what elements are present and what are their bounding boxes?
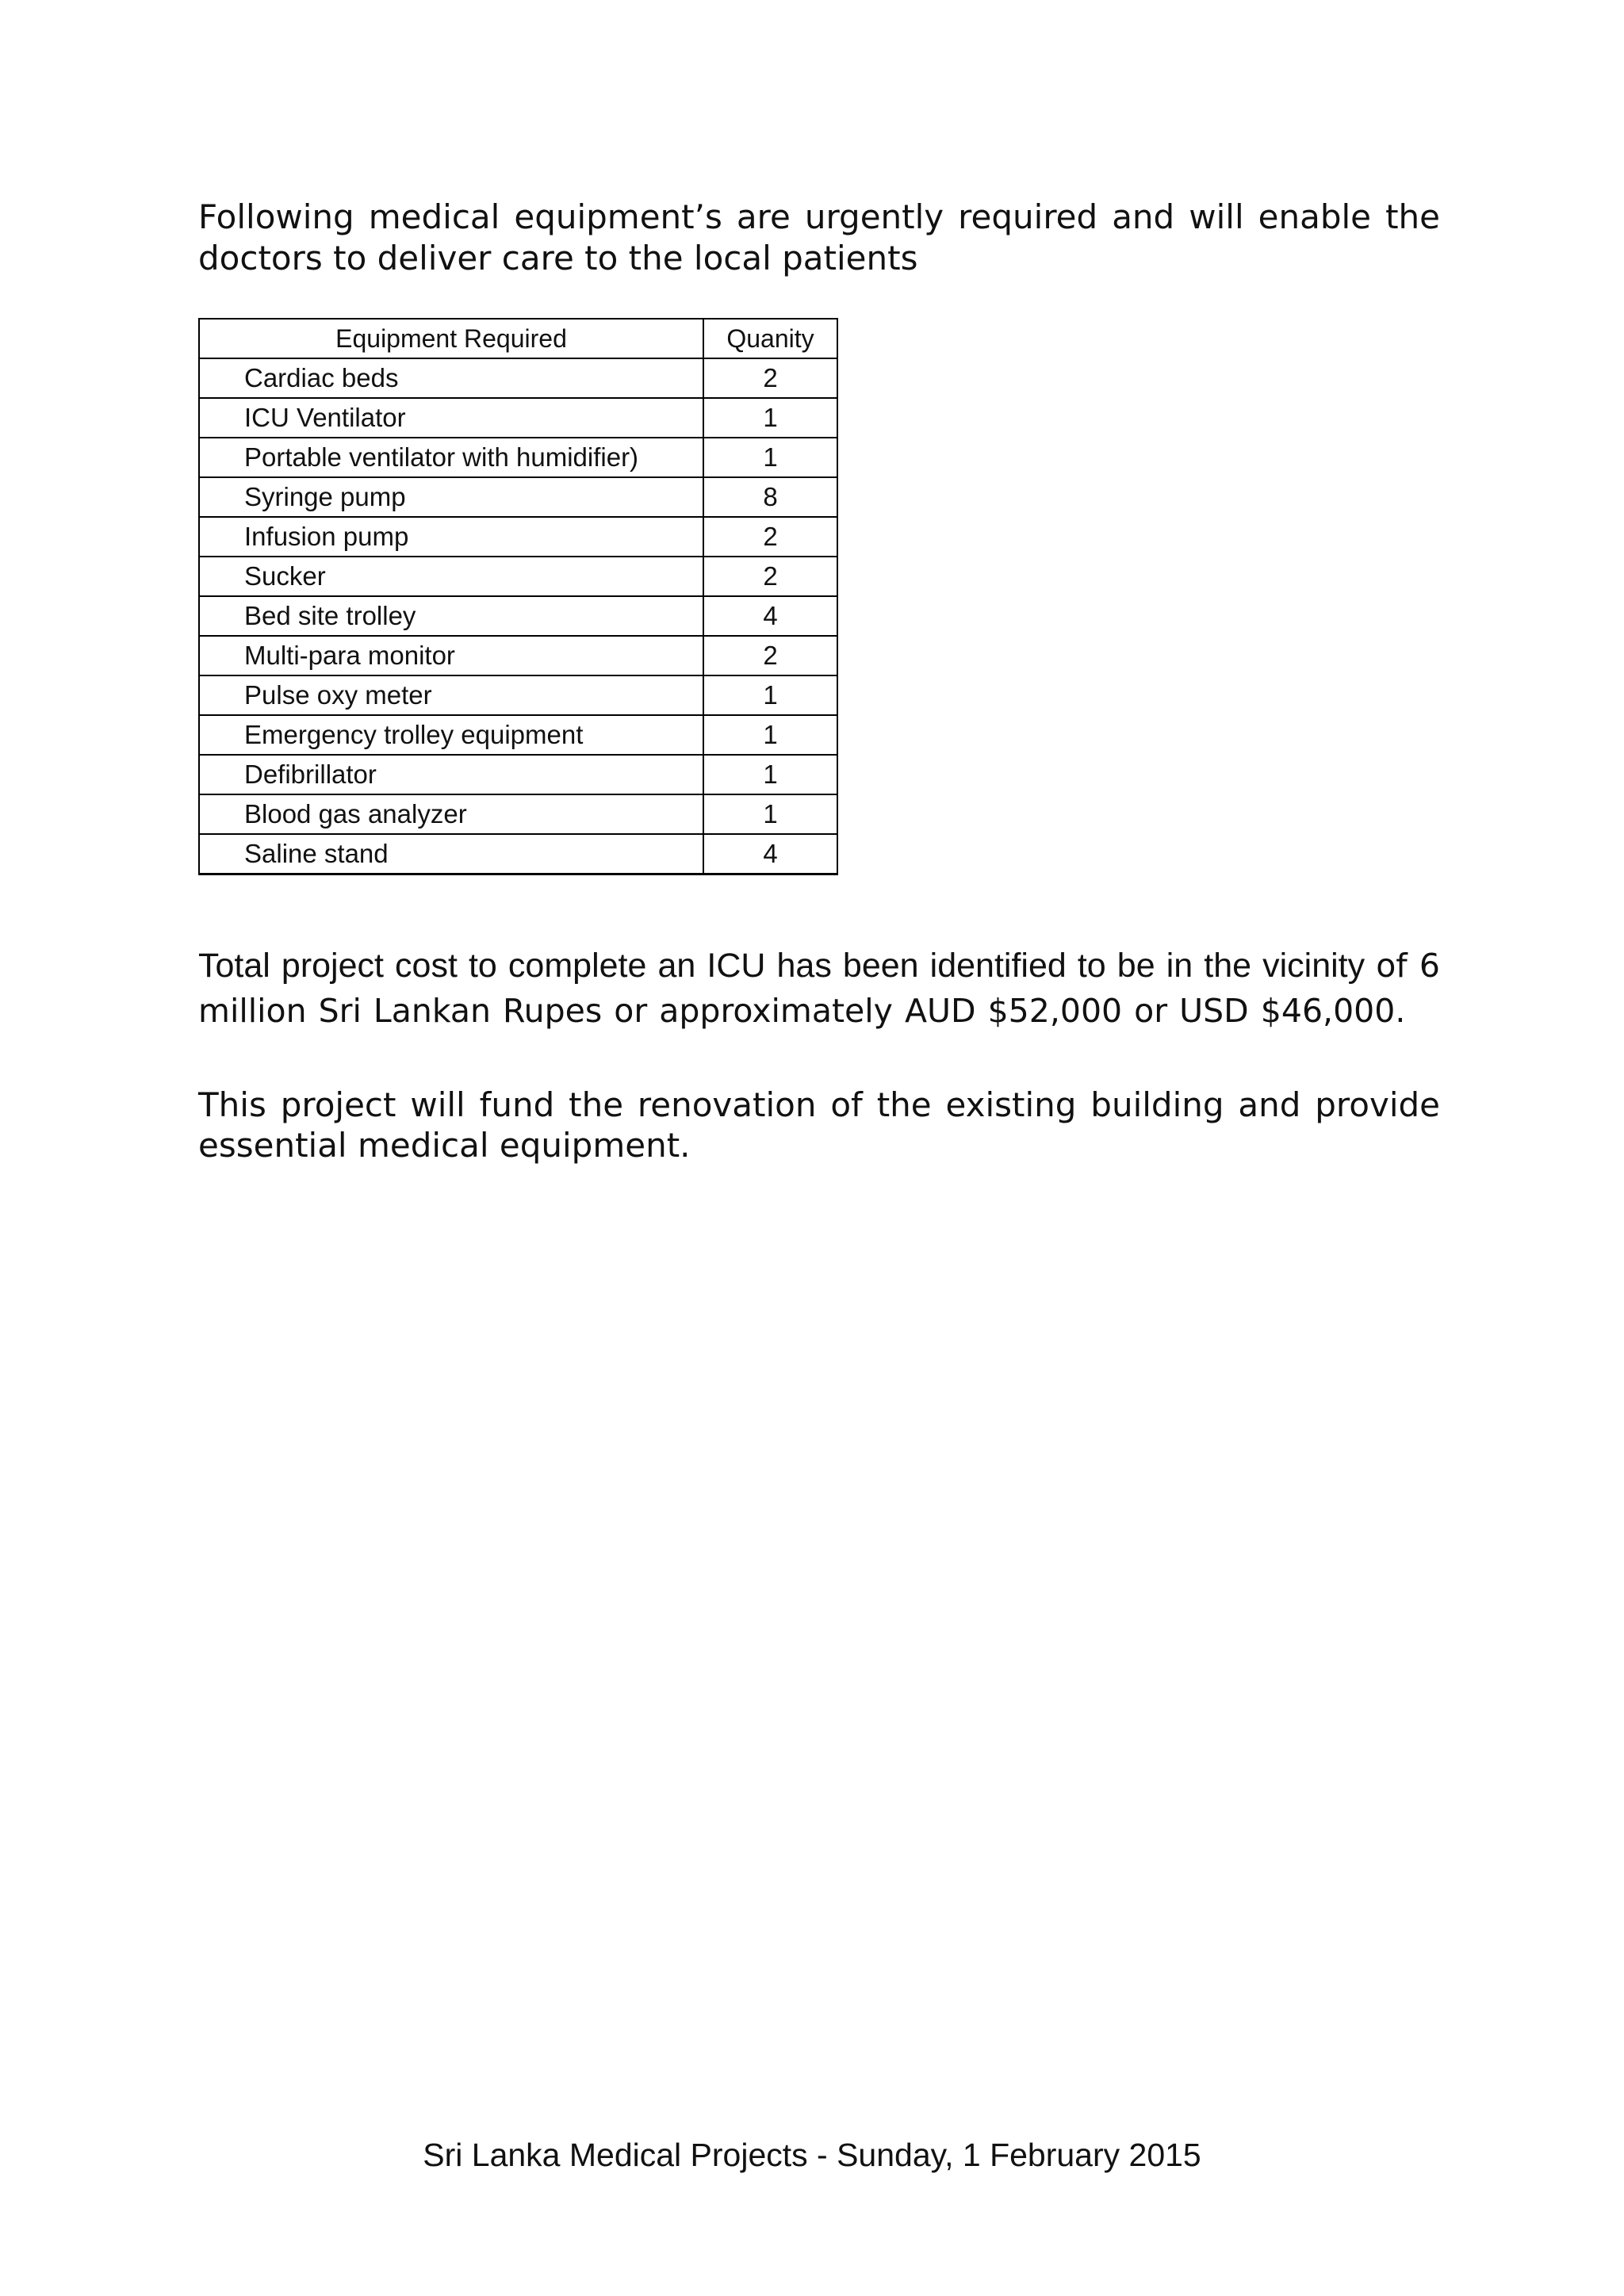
table-row (199, 358, 837, 398)
equipment-quantity: 8 (703, 477, 837, 517)
equipment-quantity: 2 (703, 358, 837, 398)
equipment-quantity: 1 (703, 675, 837, 715)
intro-paragraph: Following medical equipment’s are urgently required and will enable the doctors to deliver care to the local patients (198, 197, 1440, 277)
equipment-name: Bed site trolley (199, 596, 703, 636)
table-row (199, 755, 837, 794)
equipment-name: Sucker (199, 557, 703, 596)
column-header-quantity: Quanity (703, 319, 837, 358)
equipment-name: ICU Ventilator (199, 398, 703, 438)
equipment-quantity: 1 (703, 398, 837, 438)
equipment-quantity: 2 (703, 636, 837, 675)
equipment-name: Emergency trolley equipment (199, 715, 703, 755)
equipment-quantity: 2 (703, 557, 837, 596)
table-header-row (199, 319, 837, 358)
equipment-name: Multi-para monitor (199, 636, 703, 675)
equipment-name: Cardiac beds (199, 358, 703, 398)
table-row (199, 675, 837, 715)
equipment-name: Defibrillator (199, 755, 703, 794)
project-cost-paragraph (198, 943, 1440, 1034)
equipment-name: Saline stand (199, 834, 703, 874)
table-row (199, 636, 837, 675)
equipment-quantity: 1 (703, 438, 837, 477)
equipment-quantity: 1 (703, 715, 837, 755)
equipment-table (198, 318, 838, 875)
page-footer: Sri Lanka Medical Projects - Sunday, 1 February 2015 (423, 2137, 1201, 2173)
table-row (199, 557, 837, 596)
table-row (199, 517, 837, 557)
table-row (199, 794, 837, 834)
renovation-paragraph: This project will fund the renovation of the existing building and provide essential medical equipment. (198, 1085, 1440, 1165)
equipment-name: Pulse oxy meter (199, 675, 703, 715)
project-cost-line: Total project cost to complete an ICU has been identified to be in the vicinity (198, 947, 1365, 985)
equipment-quantity: 1 (703, 794, 837, 834)
equipment-quantity: 4 (703, 596, 837, 636)
project-cost-amounts: of 6 million Sri Lankan Rupes or approximately AUD $52,000 or USD $46,000. (198, 947, 1440, 1030)
equipment-name: Portable ventilator with humidifier) (199, 438, 703, 477)
table-row (199, 477, 837, 517)
equipment-name: Blood gas analyzer (199, 794, 703, 834)
table-row (199, 715, 837, 755)
equipment-quantity: 2 (703, 517, 837, 557)
table-row (199, 834, 837, 874)
equipment-quantity: 4 (703, 834, 837, 874)
table-row (199, 596, 837, 636)
table-row (199, 438, 837, 477)
table-row (199, 398, 837, 438)
column-header-equipment: Equipment Required (199, 319, 703, 358)
equipment-quantity: 1 (703, 755, 837, 794)
equipment-name: Infusion pump (199, 517, 703, 557)
equipment-name: Syringe pump (199, 477, 703, 517)
